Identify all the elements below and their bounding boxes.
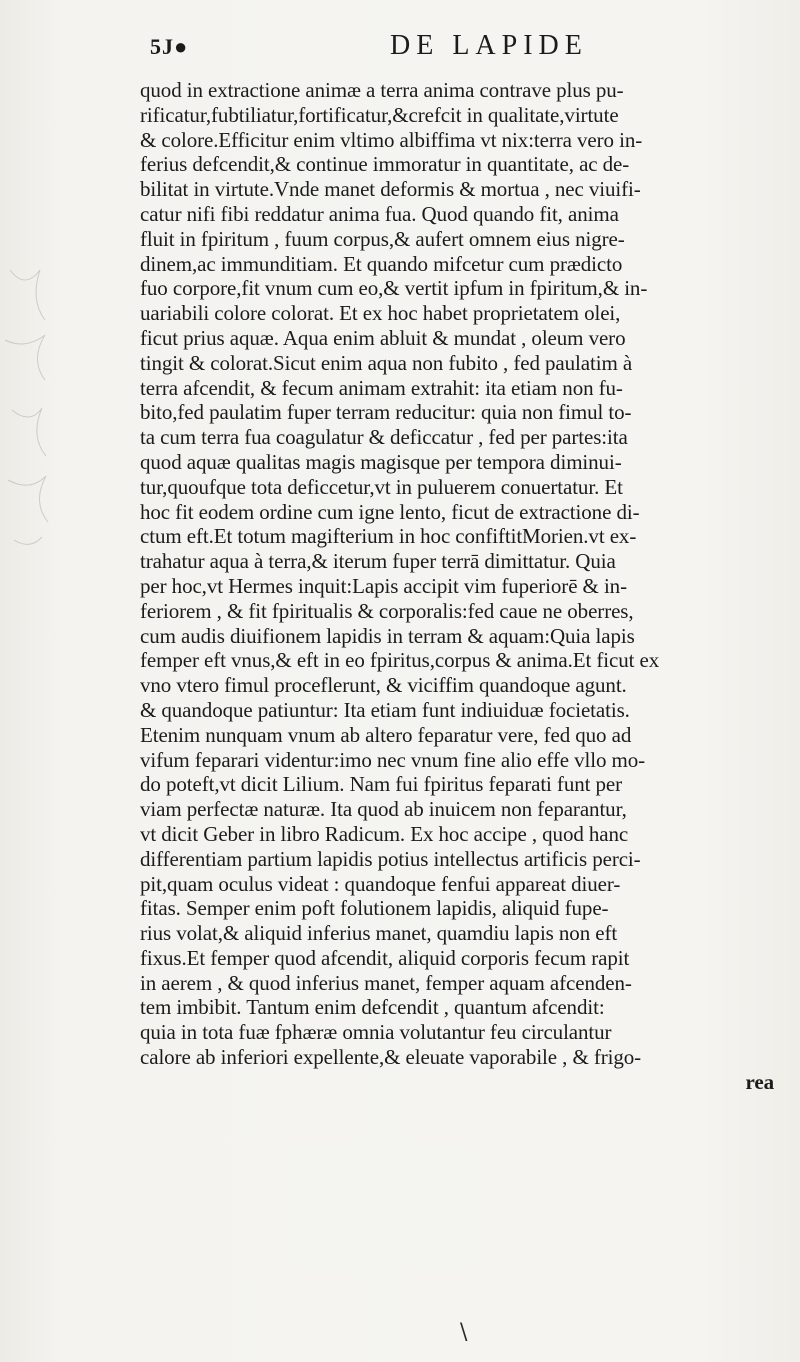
text-line: fluit in fpiritum , fuum corpus,& aufert omnem eius nigre- bbox=[140, 226, 625, 251]
text-line: ctum eft.Et totum magifterium in hoc confiftitMorien.vt ex- bbox=[140, 524, 637, 549]
text-line: terra afcendit, & fecum animam extrahit: ita etiam non fu- bbox=[140, 375, 623, 400]
footer-mark: \ bbox=[460, 1320, 468, 1345]
text-line: hoc fit eodem ordine cum igne lento, ficut de extractione di- bbox=[140, 499, 640, 524]
page-number: 5J● bbox=[150, 34, 189, 59]
text-line: pit,quam oculus videat : quandoque fenfui appareat diuer- bbox=[140, 871, 621, 896]
text-line: uariabili colore colorat. Et ex hoc habet proprietatem olei, bbox=[140, 301, 621, 326]
text-line: tem imbibit. Tantum enim defcendit , quantum afcendit: bbox=[140, 995, 605, 1020]
text-line: calore ab inferiori expellente,& eleuate vaporabile , & frigo- bbox=[140, 1045, 642, 1070]
text-line: dinem,ac immunditiam. Et quando mifcetur cum prædicto bbox=[140, 251, 623, 276]
text-line: & quandoque patiuntur: Ita etiam funt indiuiduæ focietatis. bbox=[140, 697, 630, 722]
running-title: DE LAPIDE bbox=[390, 30, 588, 61]
text-line: vno vtero fimul proceflerunt, & viciffim quandoque agunt. bbox=[140, 673, 627, 698]
text-line: trahatur aqua à terra,& iterum fuper terrā dimittatur. Quia bbox=[140, 549, 616, 574]
text-line: tur,quoufque tota deficcetur,vt in puluerem conuertatur. Et bbox=[140, 474, 623, 499]
text-line: fixus.Et femper quod afcendit, aliquid corporis fecum rapit bbox=[140, 945, 630, 970]
text-line: quod aquæ qualitas magis magisque per tempora diminui- bbox=[140, 449, 622, 474]
text-line: cum audis diuifionem lapidis in terram & aquam:Quia lapis bbox=[140, 623, 635, 648]
text-line: per hoc,vt Hermes inquit:Lapis accipit vim fuperiorē & in- bbox=[140, 573, 627, 598]
body-text bbox=[140, 78, 780, 1095]
text-line: catur nifi fibi reddatur anima fua. Quod quando fit, anima bbox=[140, 201, 619, 226]
page-header bbox=[150, 30, 770, 70]
text-line: ficut prius aquæ. Aqua enim abluit & mundat , oleum vero bbox=[140, 325, 626, 350]
text-line: rificatur,fubtiliatur,fortificatur,&crefcit in qualitate,virtute bbox=[140, 102, 619, 127]
text-line: ta cum terra fua coagulatur & deficcatur , fed per partes:ita bbox=[140, 425, 628, 450]
text-line: Etenim nunquam vnum ab altero feparatur vere, fed quo ad bbox=[140, 722, 632, 747]
text-line: fitas. Semper enim poft folutionem lapidis, aliquid fupe- bbox=[140, 896, 609, 921]
text-line: do poteft,vt dicit Lilium. Nam fui fpiritus feparati funt per bbox=[140, 772, 623, 797]
text-line: in aerem , & quod inferius manet, femper aquam afcenden- bbox=[140, 970, 632, 995]
text-line: quod in extractione animæ a terra anima contrave plus pu- bbox=[140, 78, 624, 102]
text-line: feriorem , & fit fpiritualis & corporalis:fed caue ne oberres, bbox=[140, 598, 634, 623]
text-line: vt dicit Geber in libro Radicum. Ex hoc accipe , quod hanc bbox=[140, 821, 629, 846]
text-line: tingit & colorat.Sicut enim aqua non fubito , fed paulatim à bbox=[140, 350, 633, 375]
text-line: quia in tota fuæ fphæræ omnia volutantur feu circulantur bbox=[140, 1020, 612, 1045]
catchword: rea bbox=[745, 1069, 774, 1094]
text-line: femper eft vnus,& eft in eo fpiritus,corpus & anima.Et ficut ex bbox=[140, 648, 660, 673]
text-line: bilitat in virtute.Vnde manet deformis & mortua , nec viuifi- bbox=[140, 177, 641, 202]
bleed-through-ornament bbox=[0, 260, 60, 590]
text-line: & colore.Efficitur enim vltimo albiffima vt nix:terra vero in- bbox=[140, 127, 643, 152]
text-line: rius volat,& aliquid inferius manet, quamdiu lapis non eft bbox=[140, 921, 618, 946]
text-line: fuo corpore,fit vnum cum eo,& vertit ipfum in fpiritum,& in- bbox=[140, 276, 648, 301]
text-line: differentiam partium lapidis potius intellectus artificis perci- bbox=[140, 846, 641, 871]
text-line: vifum feparari videntur:imo nec vnum fine alio effe vllo mo- bbox=[140, 747, 646, 772]
text-line: bito,fed paulatim fuper terram reducitur: quia non fimul to- bbox=[140, 400, 632, 425]
text-line: ferius defcendit,& continue immoratur in quantitate, ac de- bbox=[140, 152, 630, 177]
text-line: viam perfectæ naturæ. Ita quod ab inuicem non feparantur, bbox=[140, 797, 627, 822]
